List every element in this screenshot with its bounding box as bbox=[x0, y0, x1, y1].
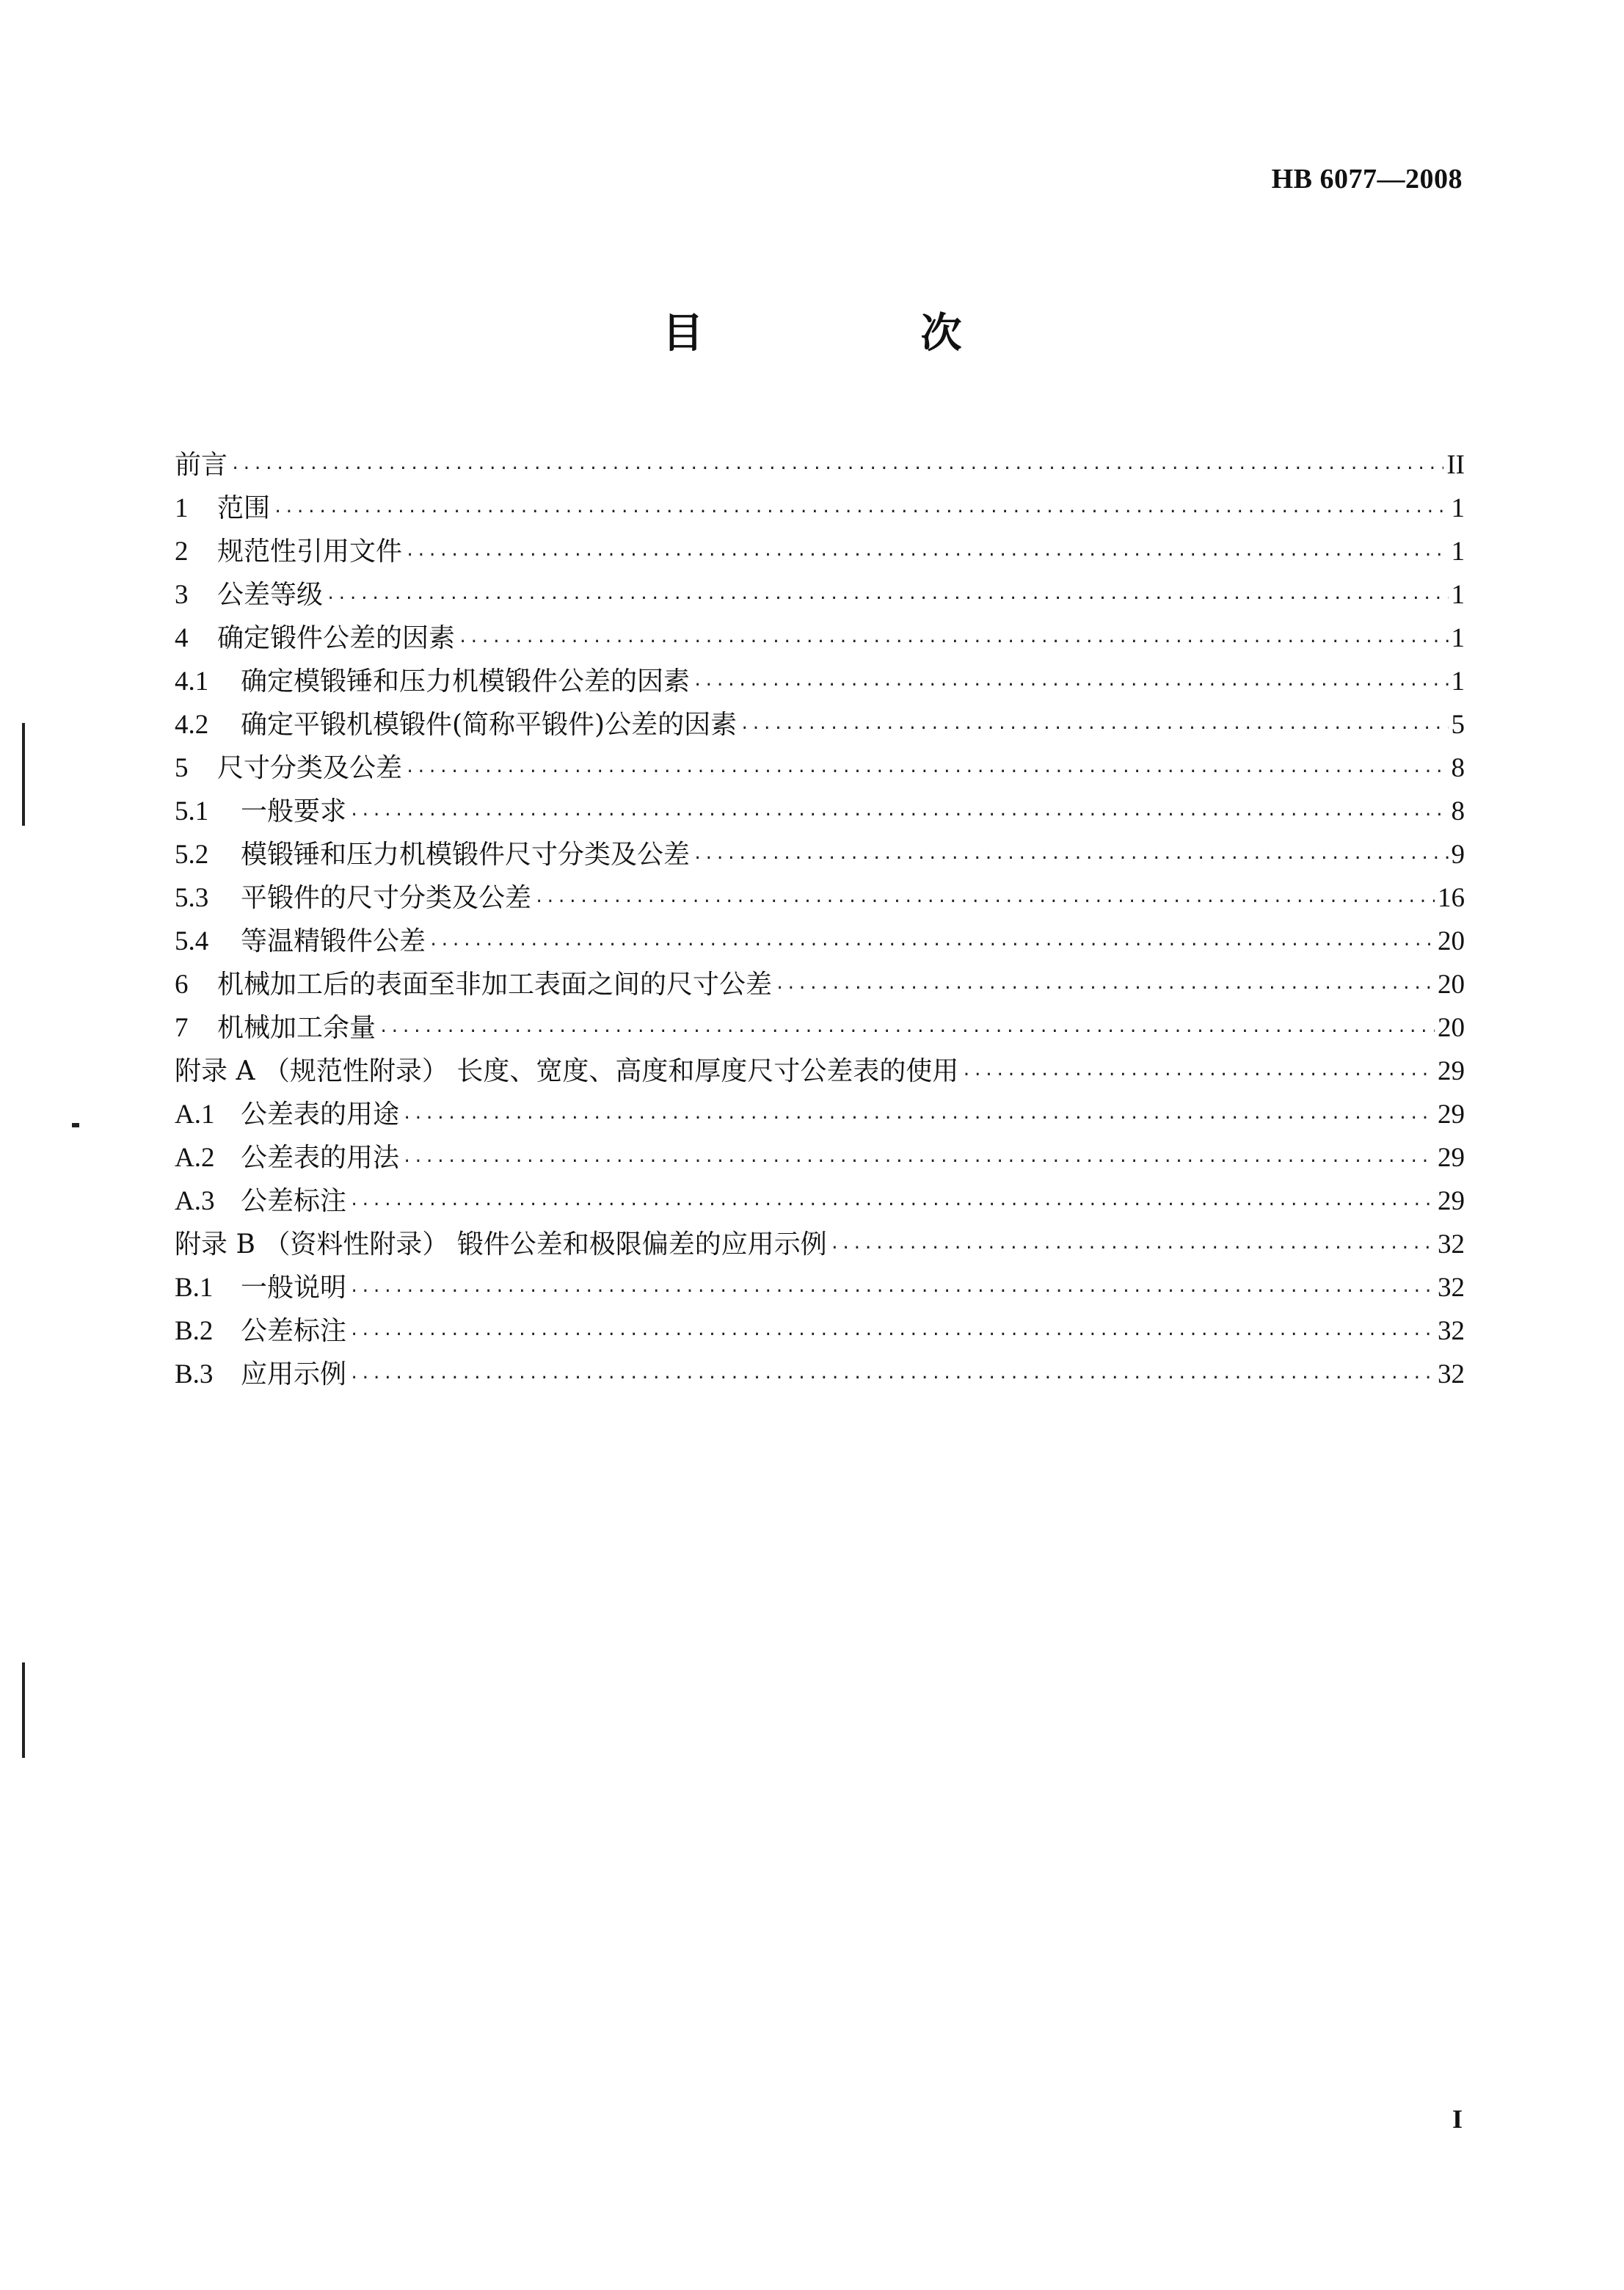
toc-entry-page: 9 bbox=[1451, 840, 1465, 870]
toc-title: 目 次 bbox=[662, 310, 1050, 357]
scan-mark bbox=[72, 1123, 79, 1127]
toc-entry bbox=[175, 617, 1465, 660]
toc-entry bbox=[175, 1006, 1465, 1050]
toc-leader-dots bbox=[402, 1140, 1435, 1183]
toc-entry-number: 6 bbox=[175, 970, 189, 1000]
toc-leader-dots bbox=[961, 1053, 1435, 1097]
toc-entry bbox=[175, 746, 1465, 790]
toc-entry-title: 机械加工余量 bbox=[217, 1013, 376, 1043]
toc-entry-page: 32 bbox=[1438, 1273, 1465, 1303]
toc-entry bbox=[175, 920, 1465, 963]
toc-entry bbox=[175, 1266, 1465, 1309]
table-of-contents bbox=[175, 443, 1465, 1396]
toc-leader-dots bbox=[379, 1010, 1435, 1053]
scan-mark bbox=[22, 1662, 25, 1758]
toc-entry-number: 3 bbox=[175, 580, 189, 610]
toc-entry-title: 前言 bbox=[175, 450, 228, 480]
toc-entry bbox=[175, 487, 1465, 530]
toc-leader-dots bbox=[830, 1226, 1435, 1270]
toc-leader-dots bbox=[429, 923, 1435, 967]
toc-leader-dots bbox=[349, 793, 1448, 837]
toc-entry-page: 20 bbox=[1438, 1013, 1465, 1043]
toc-entry bbox=[175, 703, 1465, 746]
toc-leader-dots bbox=[349, 1313, 1435, 1356]
toc-entry-title: 尺寸分类及公差 bbox=[217, 753, 403, 783]
toc-entry-number: 5.2 bbox=[175, 840, 209, 870]
toc-entry-title: 机械加工后的表面至非加工表面之间的尺寸公差 bbox=[217, 970, 773, 1000]
toc-entry-title: 附录 B （资料性附录） 锻件公差和极限偏差的应用示例 bbox=[175, 1229, 827, 1260]
toc-leader-dots bbox=[693, 664, 1448, 707]
toc-entry-title: 确定锻件公差的因素 bbox=[217, 623, 456, 653]
toc-entry-title: 模锻锤和压力机模锻件尺寸分类及公差 bbox=[241, 840, 691, 870]
toc-entry-page: II bbox=[1446, 450, 1465, 480]
toc-entry-number: 5.4 bbox=[175, 926, 209, 956]
toc-entry bbox=[175, 1309, 1465, 1353]
toc-entry-number: A.1 bbox=[175, 1099, 215, 1130]
toc-entry-page: 20 bbox=[1438, 926, 1465, 956]
toc-leader-dots bbox=[693, 837, 1448, 880]
toc-entry-title: 确定平锻机模锻件(简称平锻件)公差的因素 bbox=[241, 710, 738, 740]
toc-entry-title: 确定模锻锤和压力机模锻件公差的因素 bbox=[241, 666, 691, 697]
toc-entry-number: 4 bbox=[175, 623, 189, 653]
toc-entry bbox=[175, 963, 1465, 1006]
toc-entry bbox=[175, 790, 1465, 833]
toc-entry-number: B.2 bbox=[175, 1316, 214, 1346]
toc-entry bbox=[175, 876, 1465, 920]
toc-entry-title: 一般说明 bbox=[241, 1273, 347, 1303]
toc-leader-dots bbox=[775, 967, 1435, 1010]
toc-entry-title: 平锻件的尺寸分类及公差 bbox=[241, 883, 532, 913]
toc-entry-page: 29 bbox=[1438, 1186, 1465, 1216]
toc-entry-page: 29 bbox=[1438, 1099, 1465, 1130]
toc-entry-title: 一般要求 bbox=[241, 796, 347, 826]
toc-entry-title: 公差表的用途 bbox=[241, 1099, 400, 1130]
toc-entry-page: 32 bbox=[1438, 1316, 1465, 1346]
toc-entry-title: 规范性引用文件 bbox=[217, 537, 403, 567]
toc-entry-number: 5.1 bbox=[175, 796, 209, 826]
toc-entry-title: 公差标注 bbox=[241, 1316, 347, 1346]
toc-entry-number: 7 bbox=[175, 1013, 189, 1043]
toc-entry-title: 应用示例 bbox=[241, 1359, 347, 1389]
toc-entry-page: 29 bbox=[1438, 1056, 1465, 1086]
page-number: I bbox=[1452, 2104, 1463, 2134]
toc-entry-number: 5 bbox=[175, 753, 189, 783]
toc-entry bbox=[175, 1179, 1465, 1223]
toc-entry-title: 等温精锻件公差 bbox=[241, 926, 426, 956]
toc-entry-page: 8 bbox=[1451, 796, 1465, 826]
toc-entry-page: 1 bbox=[1451, 580, 1465, 610]
toc-entry-title: 附录 A （规范性附录） 长度、宽度、高度和厚度尺寸公差表的使用 bbox=[175, 1056, 959, 1086]
toc-entry-number: A.3 bbox=[175, 1186, 215, 1216]
toc-entry-page: 8 bbox=[1451, 753, 1465, 783]
toc-leader-dots bbox=[230, 447, 1443, 490]
toc-entry-title: 公差表的用法 bbox=[241, 1143, 400, 1173]
toc-leader-dots bbox=[326, 577, 1448, 620]
toc-entry-number: A.2 bbox=[175, 1143, 215, 1173]
toc-entry-number: 1 bbox=[175, 493, 189, 523]
toc-entry bbox=[175, 573, 1465, 617]
toc-entry bbox=[175, 1093, 1465, 1136]
toc-entry-page: 29 bbox=[1438, 1143, 1465, 1173]
toc-entry bbox=[175, 1050, 1465, 1093]
toc-leader-dots bbox=[349, 1270, 1435, 1313]
toc-leader-dots bbox=[402, 1097, 1435, 1140]
toc-entry-number: 2 bbox=[175, 537, 189, 567]
toc-entry bbox=[175, 443, 1465, 487]
toc-leader-dots bbox=[534, 880, 1435, 923]
toc-leader-dots bbox=[349, 1356, 1435, 1400]
toc-entry-number: 4.2 bbox=[175, 710, 209, 740]
toc-entry-number: B.1 bbox=[175, 1273, 214, 1303]
toc-entry bbox=[175, 833, 1465, 876]
toc-entry-number: 4.1 bbox=[175, 666, 209, 697]
toc-entry-title: 公差标注 bbox=[241, 1186, 347, 1216]
toc-entry bbox=[175, 1223, 1465, 1266]
toc-entry bbox=[175, 1353, 1465, 1396]
toc-entry-page: 1 bbox=[1451, 537, 1465, 567]
toc-entry-page: 20 bbox=[1438, 970, 1465, 1000]
toc-leader-dots bbox=[740, 707, 1448, 750]
toc-entry-number: B.3 bbox=[175, 1359, 214, 1389]
scan-mark bbox=[22, 723, 25, 826]
toc-leader-dots bbox=[405, 534, 1448, 577]
toc-entry bbox=[175, 530, 1465, 573]
toc-entry-page: 5 bbox=[1451, 710, 1465, 740]
toc-leader-dots bbox=[405, 750, 1448, 793]
toc-entry-title: 公差等级 bbox=[217, 580, 324, 610]
toc-entry-page: 1 bbox=[1451, 623, 1465, 653]
toc-entry-page: 16 bbox=[1438, 883, 1465, 913]
toc-leader-dots bbox=[349, 1183, 1435, 1226]
toc-entry bbox=[175, 1136, 1465, 1179]
toc-leader-dots bbox=[273, 490, 1448, 534]
toc-entry-page: 1 bbox=[1451, 493, 1465, 523]
toc-entry bbox=[175, 660, 1465, 703]
document-code: HB 6077—2008 bbox=[1271, 164, 1463, 195]
toc-leader-dots bbox=[458, 620, 1448, 664]
toc-entry-title: 范围 bbox=[217, 493, 271, 523]
toc-entry-page: 1 bbox=[1451, 666, 1465, 697]
toc-entry-number: 5.3 bbox=[175, 883, 209, 913]
toc-entry-page: 32 bbox=[1438, 1359, 1465, 1389]
toc-entry-page: 32 bbox=[1438, 1229, 1465, 1260]
